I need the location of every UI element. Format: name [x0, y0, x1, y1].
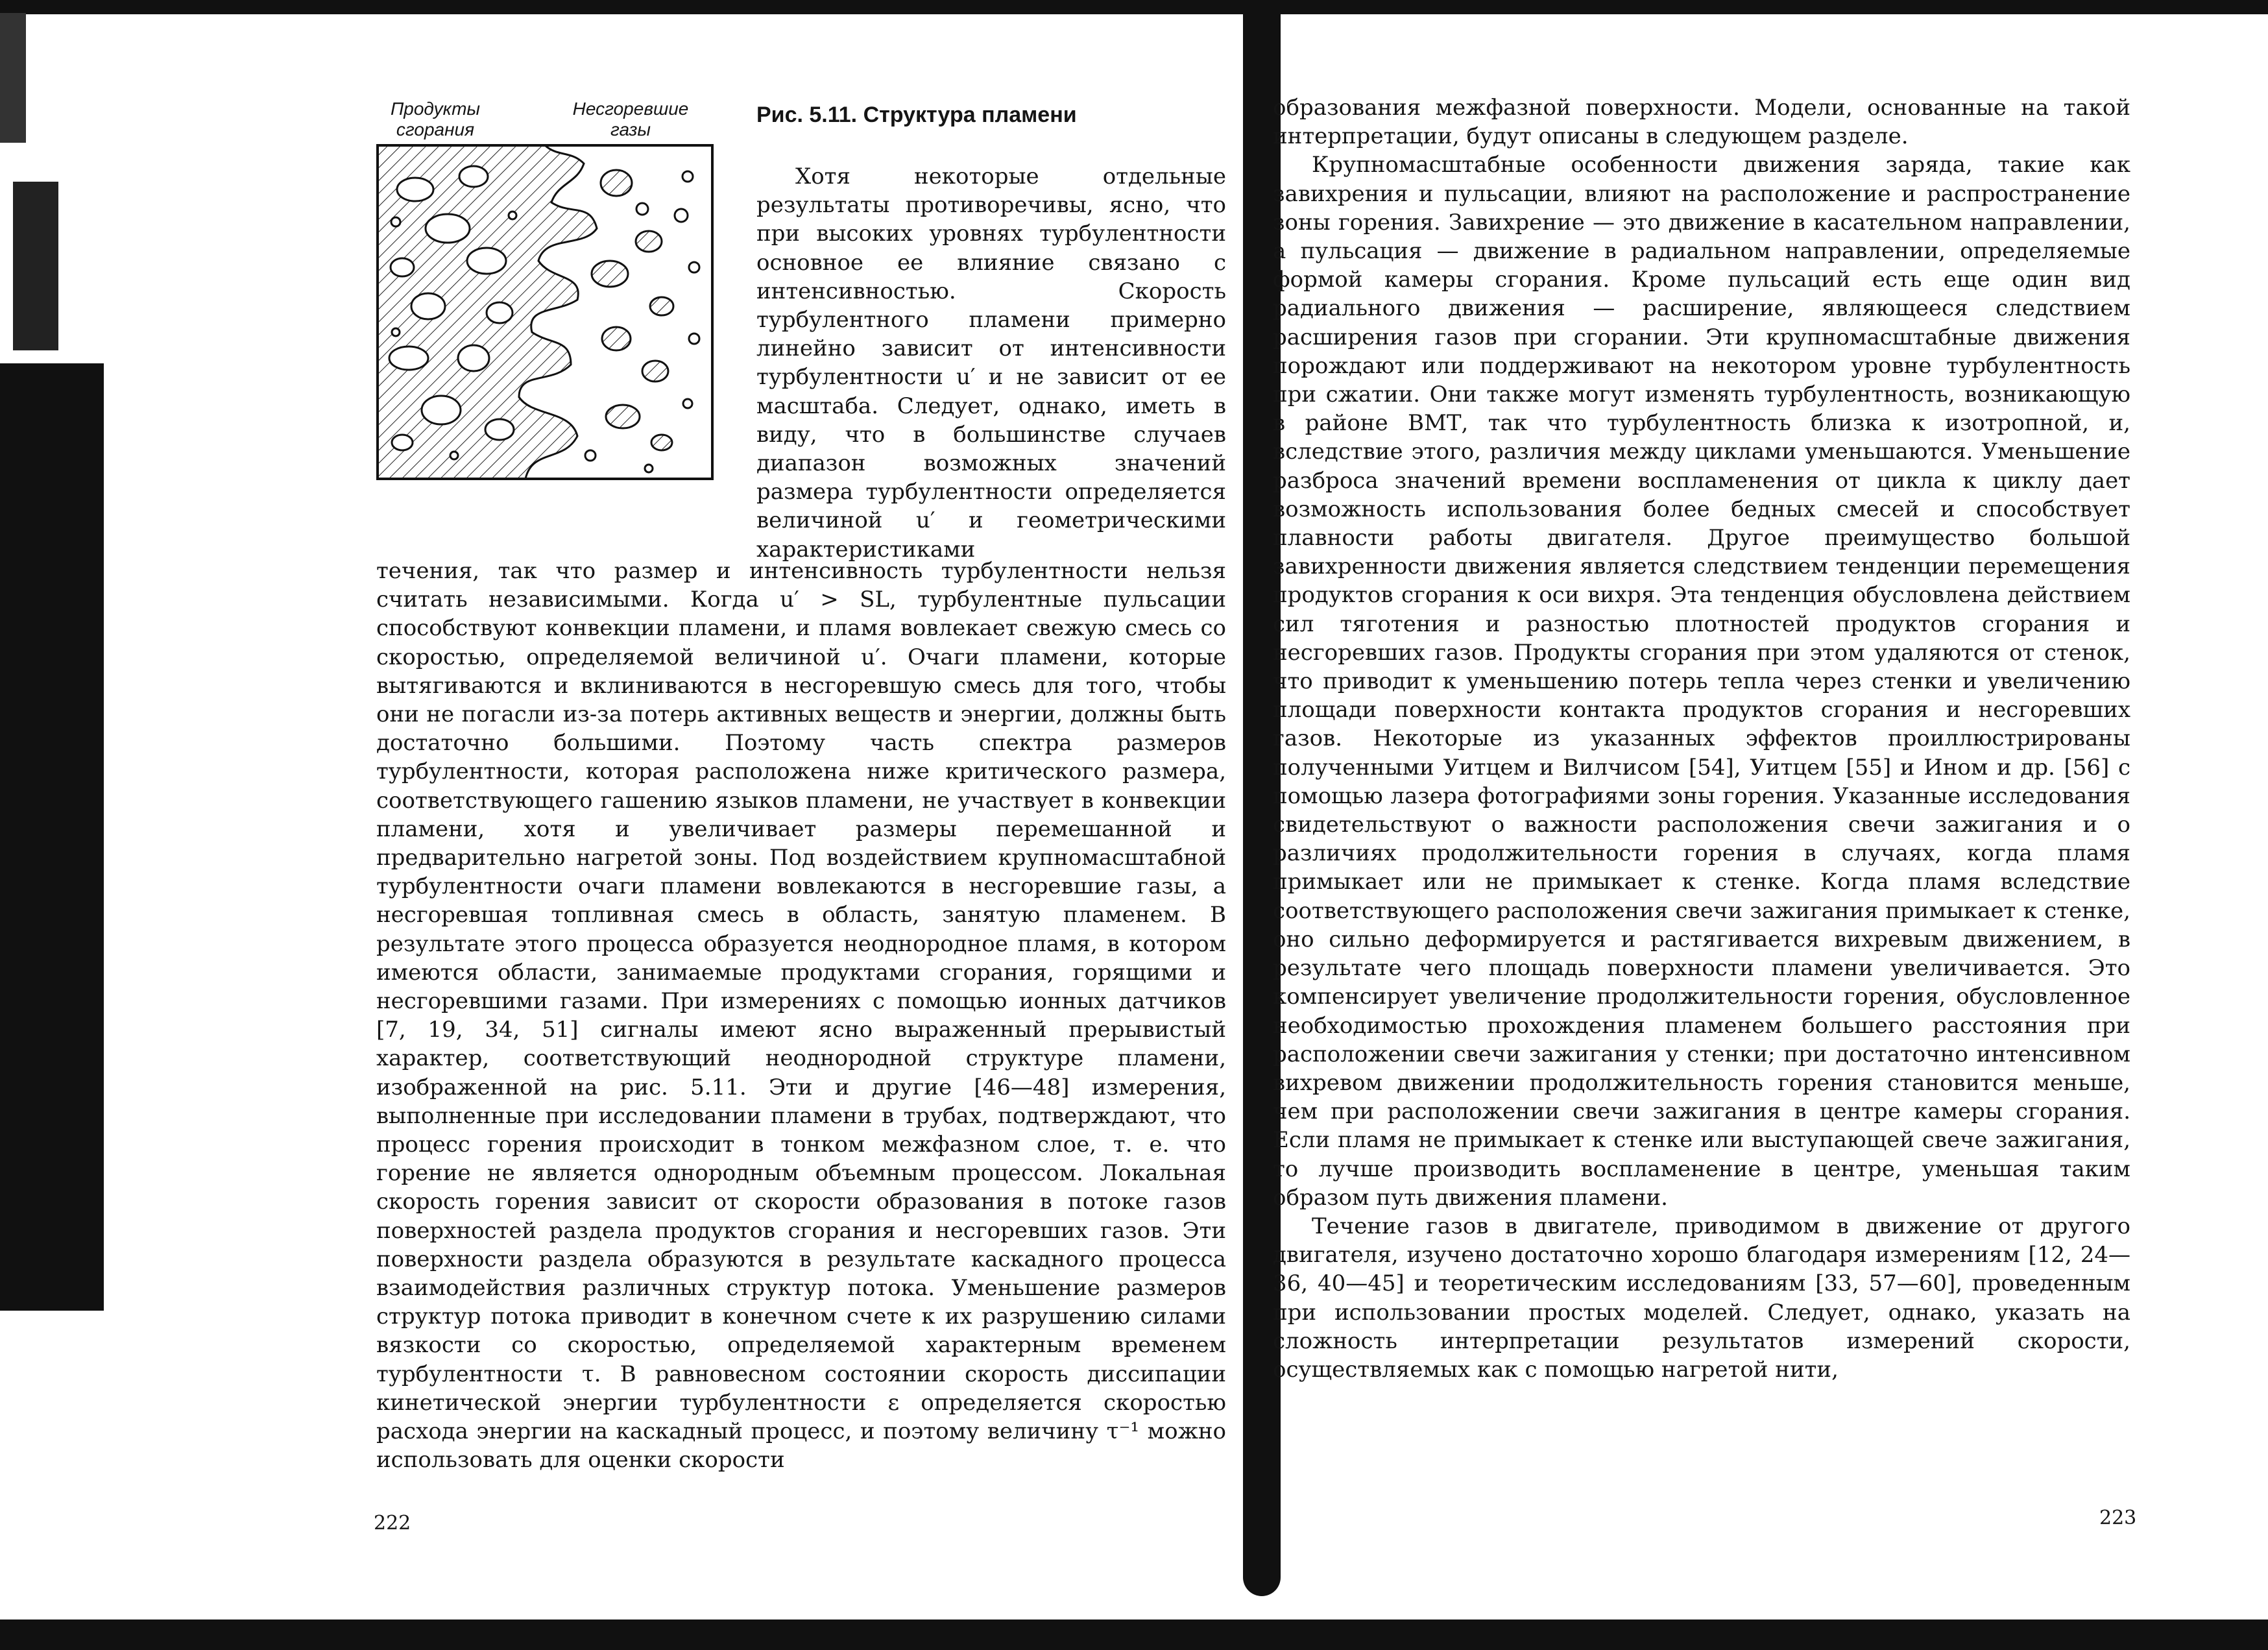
page-number-right: 223 — [2099, 1507, 2137, 1529]
scan-left-shadow — [0, 13, 26, 143]
flame-structure-figure — [376, 144, 714, 480]
scan-bottom-edge — [0, 1620, 2268, 1650]
figure-label-unburned-gases: Несгоревшие газы — [572, 99, 689, 140]
left-page-wrap-text — [756, 162, 1226, 564]
paragraph: образования межфазной поверхности. Модели, основанные на такой интерпретации, будут описаны в следующем разделе. — [1273, 95, 2130, 150]
figure-label-combustion-products: Продукты сгорания — [390, 99, 481, 140]
paragraph: Крупномасштабные особенности движения заряда, такие как завихрения и пульсации, влияют на расположение и распространение зоны горения. Завихрение — это движение в касательном направлении, а пульсация — движение в радиальном направлении, определяемые формой камеры сгорания. Кроме пульсаций есть еще один вид радиального движения — расширение, являющееся следствием расширения газов при сгорании. Эти крупномасштабные движения порождают или поддерживают на некотором уровне турбулентность при сжатии. Они также могут изменять турбулентность, возникающую в районе ВМТ, так что турбулентность близка к изотропной, и, вследствие этого, различия между циклами уменьшаются. Уменьшение разброса значений времени воспламенения от цикла к циклу дает возможность использования более бедных смесей и способствует плавности работы двигателя. Другое преимущество большой завихренности движения является следствием тенденции перемещения продуктов сгорания к оси вихря. Эта тенденция обусловлена действием сил тяготения и разностью плотностей продуктов сгорания и несгоревших газов. Продукты сгорания при этом удаляются от стенок, что приводит к уменьшению потерь тепла через стенки и увеличению площади поверхности контакта продуктов сгорания и несгоревших газов. Некоторые из указанных эффектов проиллюстрированы полученными Уитцем и Вилчисом [54], Уитцем [55] и Ином и др. [56] с помощью лазера фотографиями зоны горения. Указанные исследования свидетельствуют о важности расположения свечи зажигания и о различиях продолжительности горения в случаях, когда пламя примыкает или не примыкает к стенке. Когда пламя вследствие соответствующего расположения свечи зажигания примыкает к стенке, оно сильно деформируется и растягивается вихревым движением, в результате чего площадь поверхности пламени увеличивается. Это компенсирует увеличение продолжительности горения, обусловленное необходимостью прохождения пламенем большего расстояния при расположении свечи зажигания у стенки; при достаточно интенсивном вихревом движении продолжительность горения становится меньше, чем при расположении свечи зажигания в центре камеры сгорания. Если пламя не примыкает к стенке или выступающей свече зажигания, то лучше производить воспламенение в центре, уменьшая таким образом путь движения пламени. — [1273, 152, 2130, 1211]
right-page-body — [1273, 93, 2130, 1384]
left-page-body — [376, 557, 1226, 1475]
scan-top-edge — [0, 0, 2268, 14]
paragraph: течения, так что размер и интенсивность турбулентности нельзя считать независимыми. Когда u′ > SL, турбулентные пульсации способствуют конвекции пламени, и пламя вовлекает свежую смесь со скоростью, определяемой величиной u′. Очаги пламени, которые вытягиваются и вклиниваются в несгоревшую смесь для того, чтобы они не погасли из-за потерь активных веществ и энергии, должны быть достаточно большими. Поэтому часть спектра размеров турбулентности, которая расположена ниже критического размера, соответствующего гашению языков пламени, не участвует в конвекции пламени, хотя и увеличивает размеры перемешанной и предварительно нагретой зоны. Под воздействием крупномасштабной турбулентности очаги пламени вовлекаются в несгоревшие газы, а несгоревшая топливная смесь в область, занятую пламенем. В результате этого процесса образуется неоднородное пламя, в котором имеются области, занимаемые продуктами сгорания, горящими и несгоревшими газами. При измерениях с помощью ионных датчиков [7, 19, 34, 51] сигналы имеют ясно выраженный прерывистый характер, соответствующий неоднородной структуре пламени, изображенной на рис. 5.11. Эти и другие [46—48] измерения, выполненные при исследовании пламени в трубах, подтверждают, что процесс горения происходит в тонком межфазном слое, т. е. что горение не является однородным объемным процессом. Локальная скорость горения зависит от скорости образования в потоке газов поверхностей раздела продуктов сгорания и несгоревших газов. Эти поверхности раздела образуются в результате каскадного процесса взаимодействия различных структур потока. Уменьшение размеров структур потока приводит в конечном счете к их разрушению силами вязкости со скоростью, определяемой характерным временем турбулентности τ. В равновесном состоянии скорость диссипации кинетической энергии турбулентности ε определяется скоростью расхода энергии на каскадный процесс, и поэтому величину τ⁻¹ можно использовать для оценки скорости — [376, 558, 1226, 1474]
scan-left-shadow — [13, 182, 58, 350]
paragraph: Течение газов в двигателе, приводимом в движение от другого двигателя, изучено достаточно хорошо благодаря измерениям [12, 24—36, 40—45] и теоретическим исследованиям [33, 57—60], проведенным при использовании простых моделей. Следует, однако, указать на сложность интерпретации результатов измерений скорости, осуществляемых как с помощью нагретой нити, — [1273, 1213, 2130, 1383]
scan-left-shadow — [0, 363, 104, 1311]
paragraph: Хотя некоторые отдельные результаты противоречивы, ясно, что при высоких уровнях турбулентности основное ее влияние связано с интенсивностью. Скорость турбулентного пламени примерно линейно зависит от интенсивности турбулентности u′ и не зависит от ее масштаба. Следует, однако, иметь в виду, что в большинстве случаев диапазон возможных значений размера турбулентности определяется величиной u′ и геометрическими характеристиками — [756, 164, 1226, 563]
page-number-left: 222 — [374, 1512, 411, 1535]
figure-caption: Рис. 5.11. Структура пламени — [756, 103, 1077, 127]
